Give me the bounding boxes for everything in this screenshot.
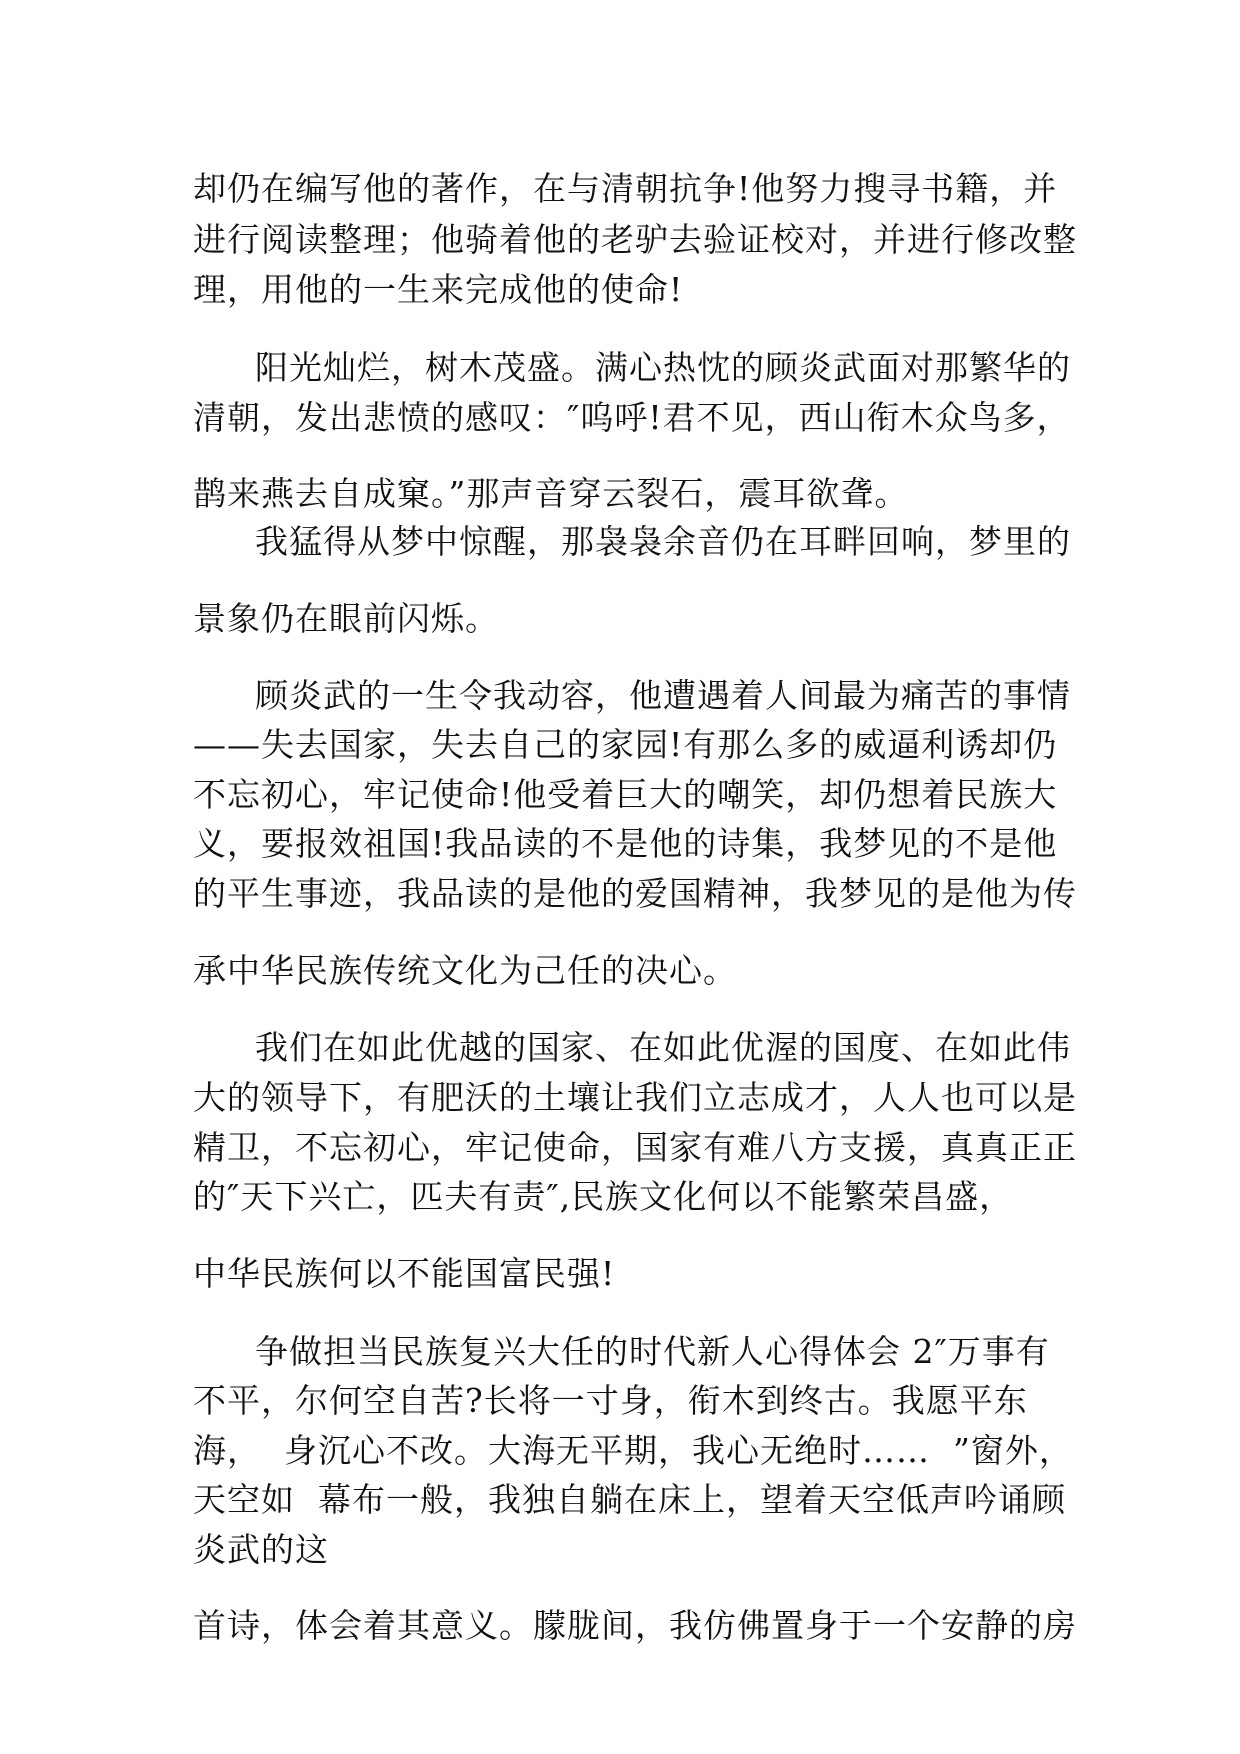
text-line: ——失去国家，失去自己的家园!有那么多的威逼利诱却仍 [193, 725, 1058, 764]
text-line: 义，要报效祖国!我品读的不是他的诗集，我梦见的不是他 [193, 824, 1058, 863]
text-line: 却仍在编写他的著作，在与清朝抗争!他努力搜寻书籍，并 [193, 169, 1058, 208]
text-line: 海， 身沉心不改。大海无平期，我心无绝时…… ”窗外， [193, 1431, 1073, 1470]
text-line: 的″天下兴亡，匹夫有责″,民族文化何以不能繁荣昌盛， [193, 1177, 1014, 1216]
text-line: 理，用他的一生来完成他的使命! [193, 270, 684, 309]
text-line: 不忘初心，牢记使命!他受着巨大的嘲笑，却仍想着民族大 [193, 775, 1058, 814]
text-line: 大的领导下，有肥沃的土壤让我们立志成才，人人也可以是 [193, 1078, 1077, 1117]
paragraph-first-line: 争做担当民族复兴大任的时代新人心得体会 2″万事有 [255, 1332, 1050, 1371]
text-line: 精卫，不忘初心，牢记使命，国家有难八方支援，真真正正 [193, 1128, 1077, 1167]
text-line: 天空如 幕布一般，我独自躺在床上，望着天空低声吟诵顾 [193, 1480, 1066, 1519]
paragraph-first-line: 顾炎武的一生令我动容，他遭遇着人间最为痛苦的事情 [255, 676, 1071, 715]
paragraph-first-line: 我们在如此优越的国家、在如此优渥的国度、在如此伟 [255, 1028, 1071, 1067]
text-line: 炎武的这 [193, 1530, 329, 1569]
text-line: 进行阅读整理；他骑着他的老驴去验证校对，并进行修改整 [193, 220, 1077, 259]
text-line: 鹊来燕去自成窠。”那声音穿云裂石，震耳欲聋。 [193, 474, 909, 513]
text-line: 首诗，体会着其意义。朦胧间，我仿佛置身于一个安静的房 [193, 1606, 1077, 1645]
text-line: 清朝，发出悲愤的感叹：″呜呼!君不见，西山衔木众鸟多， [193, 398, 1071, 437]
paragraph-first-line: 阳光灿烂，树木茂盛。满心热忱的顾炎武面对那繁华的 [255, 348, 1071, 387]
paragraph-first-line: 我猛得从梦中惊醒，那袅袅余音仍在耳畔回响，梦里的 [255, 522, 1071, 561]
text-line: 不平，尔何空自苦?长将一寸身，衔木到终古。我愿平东 [193, 1381, 1028, 1420]
text-line: 的平生事迹，我品读的是他的爱国精神，我梦见的是他为传 [193, 874, 1077, 913]
text-line: 中华民族何以不能国富民强! [193, 1254, 616, 1293]
text-line: 承中华民族传统文化为己任的决心。 [193, 951, 737, 990]
text-line: 景象仍在眼前闪烁。 [193, 599, 499, 638]
